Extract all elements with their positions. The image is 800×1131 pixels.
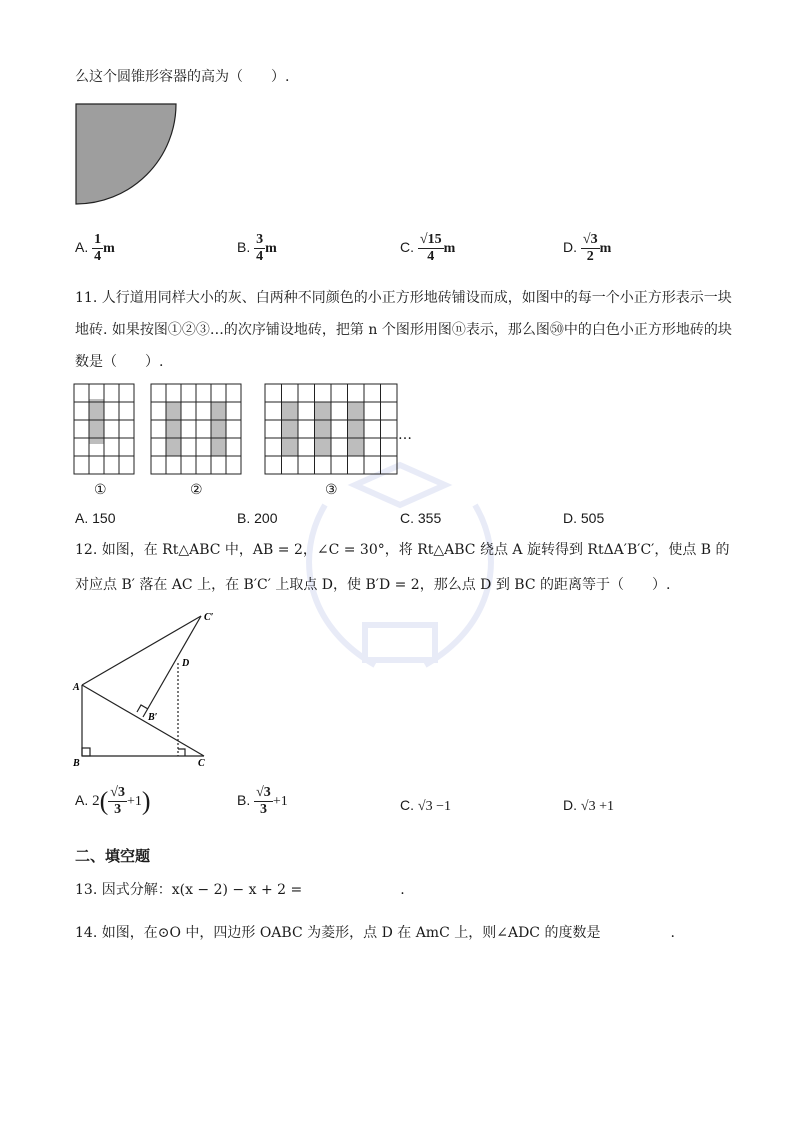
point-c-label: C: [198, 758, 205, 769]
section-title: 二、填空题: [75, 847, 151, 865]
point-a-label: A: [73, 682, 80, 693]
tile-label-1: ①: [94, 482, 107, 498]
tile-label-3: ③: [325, 482, 338, 498]
q12-line2: 对应点 B′ 落在 AC 上，在 B′C′ 上取点 D，使 B′D = 2，那么点 D 到 BC 的距离等于（ ）.: [75, 577, 671, 593]
point-d-label: D: [182, 658, 190, 669]
point-b-prime-label: B′: [148, 712, 158, 723]
q12-option-d[interactable]: D. √3 +1: [563, 797, 614, 814]
q10-text: 么这个圆锥形容器的高为（ ）.: [75, 69, 290, 85]
tile-figure-3: [264, 383, 398, 477]
q11-line3: 数是（ ）.: [75, 354, 164, 370]
tile-ellipsis: …: [398, 427, 412, 443]
q10-option-d[interactable]: D. $\frac{√3}{2}$ m: [563, 232, 612, 264]
q14-text: 14. 如图，在⊙O 中，四边形 OABC 为菱形，点 D 在 AmC 上，则∠ADC 的度数是 .: [75, 925, 675, 941]
point-c-prime-label: C′: [204, 612, 214, 623]
q10-option-c[interactable]: C. $\frac{√15}{4}$ m: [400, 232, 456, 264]
tile-figure-1: [73, 383, 135, 477]
tile-label-2: ②: [190, 482, 203, 498]
watermark-logo: [285, 445, 515, 695]
q11-option-c[interactable]: C. 355: [400, 510, 442, 526]
q11-option-d[interactable]: D. 505: [563, 510, 605, 526]
q12-option-c[interactable]: C. √3 −1: [400, 797, 451, 814]
q13-text: 13. 因式分解：x(x − 2) − x + 2 = .: [75, 882, 405, 898]
q12-line1: 12. 如图，在 Rt△ABC 中，AB = 2，∠C = 30°，将 Rt△ABC 绕点 A 旋转得到 RtΔA′B′C′，使点 B 的: [75, 542, 730, 558]
q10-option-b[interactable]: B. $\frac{3}{4}$ m: [237, 232, 277, 264]
sector-figure: [75, 103, 179, 207]
q10-option-a[interactable]: A. $\frac{1}{4}$ m: [75, 232, 115, 264]
q11-line2: 地砖. 如果按图①②③…的次序铺设地砖，把第 n 个图形用图ⓝ表示，那么图㊿中的白色小正方形地砖的块: [75, 322, 732, 338]
triangle-figure: [70, 608, 230, 770]
q12-option-a[interactable]: A. 2( $\frac{√3}{3}$ +1): [75, 785, 151, 817]
q11-option-b[interactable]: B. 200: [237, 510, 278, 526]
q12-option-b[interactable]: B. $\frac{√3}{3}$ +1: [237, 785, 288, 817]
q11-option-a[interactable]: A. 150: [75, 510, 116, 526]
q11-line1: 11. 人行道用同样大小的灰、白两种不同颜色的小正方形地砖铺设而成，如图中的每一个小正方形表示一块: [75, 290, 732, 306]
tile-figure-2: [150, 383, 244, 477]
point-b-label: B: [73, 758, 80, 769]
